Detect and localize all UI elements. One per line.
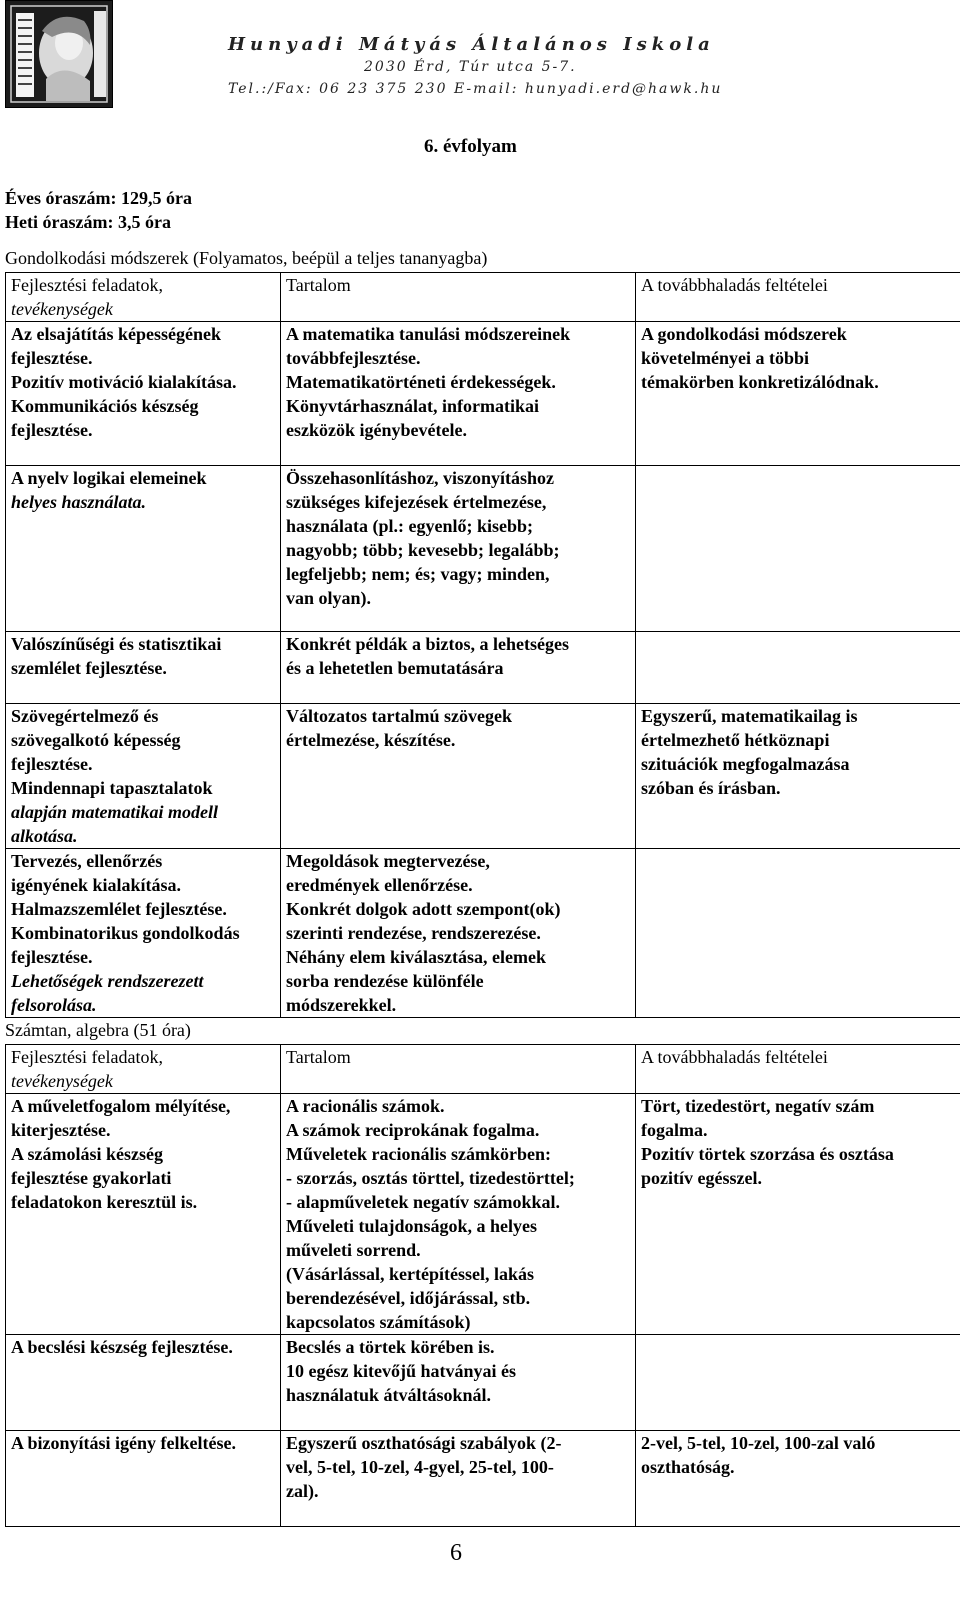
section2-table — [5, 1044, 960, 1527]
section1-table — [5, 272, 960, 1018]
table-cell-col2: Becslés a törtek körében is. 10 egész kitevőjű hatványai és használatuk átváltásoknál. — [281, 1335, 636, 1431]
cell-text-italic: Lehetőségek rendszerezett felsorolása. — [11, 971, 204, 1015]
section2-title: Számtan, algebra (51 óra) — [5, 1020, 191, 1040]
table-cell-col1 — [6, 466, 281, 632]
header-col3: A továbbhaladás feltételei — [636, 273, 960, 322]
table-cell-col3: Egyszerű, matematikailag is értelmezhető hétköznapi szituációk megfogalmazása szóban és írásban. — [636, 704, 960, 849]
header-col1 — [6, 273, 281, 322]
table-cell-col2: Konkrét példák a biztos, a lehetséges és a lehetetlen bemutatására — [281, 632, 636, 704]
header-col2: Tartalom — [281, 1045, 636, 1094]
school-header — [228, 34, 748, 100]
cell-text-italic: helyes használata. — [11, 492, 147, 512]
header-col1-text: Fejlesztési feladatok, — [11, 275, 163, 295]
table-cell-col3 — [636, 849, 960, 1018]
table-cell-col2: Egyszerű oszthatósági szabályok (2- vel, 5-tel, 10-zel, 4-gyel, 25-tel, 100- zal). — [281, 1431, 636, 1527]
table-cell-col3: 2-vel, 5-tel, 10-zel, 100-zal való oszthatóság. — [636, 1431, 960, 1527]
table-cell-col2: A matematika tanulási módszereinek továbbfejlesztése. Matematikatörténeti érdekességek. Könyvtárhasználat, informatikai eszközök igénybevétele. — [281, 322, 636, 466]
table-row — [6, 1094, 960, 1335]
weekly-hours: Heti óraszám: 3,5 óra — [5, 212, 171, 232]
table-cell-col1: Az elsajátítás képességének fejlesztése. Pozitív motiváció kialakítása. Kommunikációs készség fejlesztése. — [6, 322, 281, 466]
table-cell-col3 — [636, 632, 960, 704]
hours-block — [5, 186, 192, 234]
table-header-row — [6, 273, 960, 322]
cell-text: Tervezés, ellenőrzés igényének kialakítása. Halmazszemlélet fejlesztése. Kombinatorikus gondolkodás fejlesztése. — [11, 851, 240, 967]
table-cell-col3: A gondolkodási módszerek követelményei a többi témakörben konkretizálódnak. — [636, 322, 960, 466]
table-cell-col2: Megoldások megtervezése, eredmények ellenőrzése. Konkrét dolgok adott szempont(ok) szerinti rendezése, rendszerezése. Néhány elem kiválasztása, elemek sorba rendezése különféle módszerekkel. — [281, 849, 636, 1018]
table-cell-col2: Változatos tartalmú szövegek értelmezése, készítése. — [281, 704, 636, 849]
section1-title: Gondolkodási módszerek (Folyamatos, beépül a teljes tananyagba) — [5, 248, 488, 268]
cell-text: Szövegértelmező és szövegalkotó képesség fejlesztése. Mindennapi tapasztalatok — [11, 706, 213, 798]
header-col1-italic: tevékenységek — [11, 1071, 113, 1091]
table-row — [6, 466, 960, 632]
table-header-row — [6, 1045, 960, 1094]
yearly-hours: Éves óraszám: 129,5 óra — [5, 188, 192, 208]
school-contact: Tel.:/Fax: 06 23 375 230 E-mail: hunyadi.erd@hawk.hu — [228, 81, 723, 97]
school-logo — [5, 0, 113, 108]
table-row — [6, 322, 960, 466]
grade-title: 6. évfolyam — [424, 136, 517, 157]
table-cell-col1: A bizonyítási igény felkeltése. — [6, 1431, 281, 1527]
table-cell-col3 — [636, 466, 960, 632]
header-col2: Tartalom — [281, 273, 636, 322]
school-logo-seal — [6, 1, 112, 107]
table-cell-col3 — [636, 1335, 960, 1431]
header-col1-text: Fejlesztési feladatok, — [11, 1047, 163, 1067]
table-cell-col1 — [6, 849, 281, 1018]
header-col1 — [6, 1045, 281, 1094]
table-row — [6, 1335, 960, 1431]
table-cell-col3: Tört, tizedestört, negatív szám fogalma. Pozitív törtek szorzása és osztása pozitív egésszel. — [636, 1094, 960, 1335]
school-address: 2030 Érd, Túr utca 5-7. — [364, 59, 577, 75]
cell-text: A nyelv logikai elemeinek — [11, 468, 207, 488]
table-cell-col2: A racionális számok. A számok reciprokának fogalma. Műveletek racionális számkörben: - szorzás, osztás törttel, tizedestörttel; - alapműveletek negatív számokkal. Műveleti tulajdonságok, a helyes műveleti sorrend. (Vásárlással, kertépítéssel, lakás berendezésével, időjárással, stb. kapcsolatos számítások) — [281, 1094, 636, 1335]
table-cell-col2: Összehasonlításhoz, viszonyításhoz szükséges kifejezések értelmezése, használata (pl.: egyenlő; kisebb; nagyobb; több; kevesebb; legalább; legfeljebb; nem; és; vagy; minden, van olyan). — [281, 466, 636, 632]
table-row — [6, 632, 960, 704]
page-number: 6 — [450, 1540, 462, 1566]
school-name: Hunyadi Mátyás Általános Iskola — [228, 34, 715, 55]
table-cell-col1: A becslési készség fejlesztése. — [6, 1335, 281, 1431]
table-cell-col1: Valószínűségi és statisztikai szemlélet fejlesztése. — [6, 632, 281, 704]
table-cell-col1 — [6, 704, 281, 849]
table-cell-col1: A műveletfogalom mélyítése, kiterjesztése. A számolási készség fejlesztése gyakorlati feladatokon keresztül is. — [6, 1094, 281, 1335]
header-col1-italic: tevékenységek — [11, 299, 113, 319]
table-row — [6, 704, 960, 849]
table-row — [6, 849, 960, 1018]
cell-text-italic: alapján matematikai modell alkotása. — [11, 802, 218, 846]
header-col3: A továbbhaladás feltételei — [636, 1045, 960, 1094]
table-row — [6, 1431, 960, 1527]
